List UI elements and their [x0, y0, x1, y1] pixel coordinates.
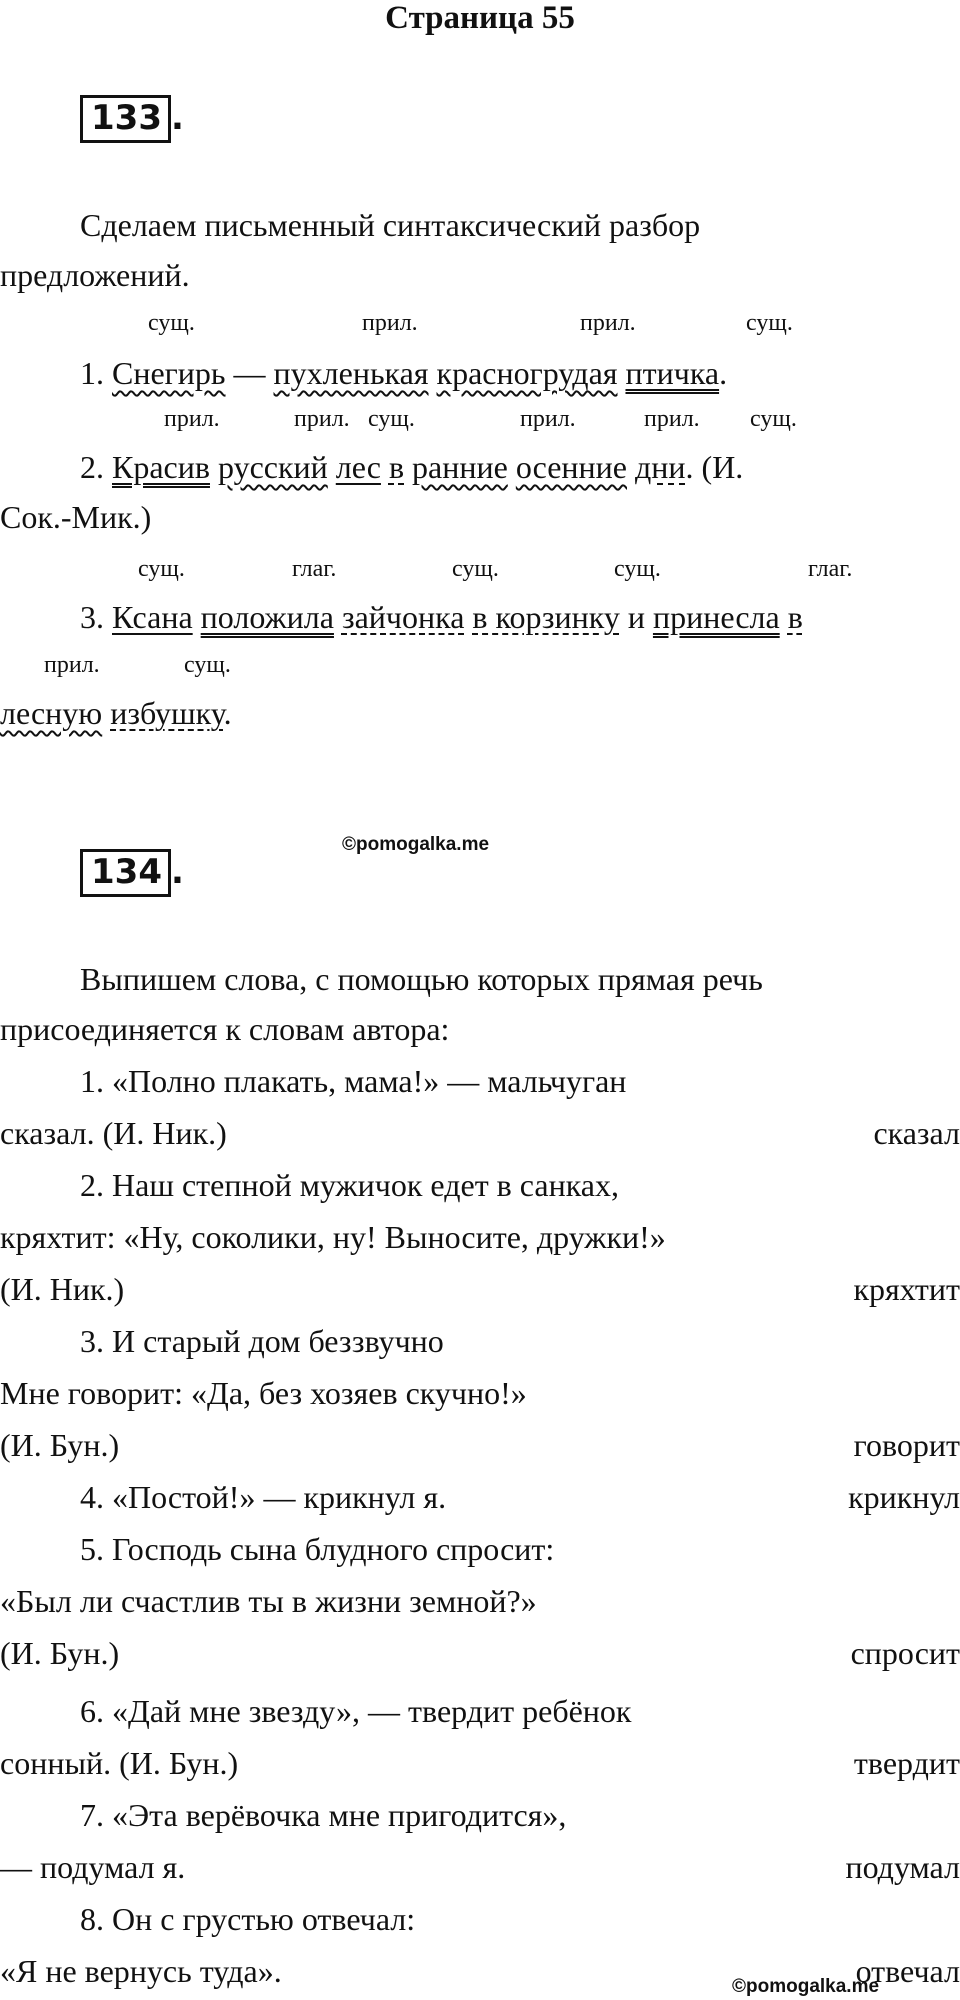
exercise-number-box: 134 — [80, 849, 171, 897]
exercise-133-number — [80, 96, 184, 140]
ex134-intro-line1: Выпишем слова, с помощью которых прямая речь — [80, 961, 763, 997]
ex134-item-line: 3. И старый дом беззвучно — [80, 1323, 444, 1359]
pos-label: глаг. — [292, 556, 337, 582]
ex133-sentence-1 — [80, 354, 727, 392]
word: Снегирь — [112, 355, 226, 391]
word: лес — [335, 449, 381, 485]
pos-label: сущ. — [452, 556, 499, 582]
pos-label: сущ. — [368, 406, 415, 432]
pos-label: сущ. — [614, 556, 661, 582]
answer-word: кряхтит — [853, 1271, 960, 1307]
ex134-item-line: сказал. (И. Ник.) — [0, 1115, 227, 1151]
exercise-number-dot: . — [170, 852, 184, 892]
ex134-item-line: 7. «Эта верёвочка мне пригодится», — [80, 1797, 567, 1833]
word: принесла — [652, 599, 780, 635]
pos-label: сущ. — [138, 556, 185, 582]
word: Красив — [112, 449, 210, 485]
answer-word: твердит — [853, 1745, 960, 1781]
punctuation: . (И. — [685, 449, 744, 485]
answer-word: отвечал — [855, 1953, 960, 1989]
ex134-item-line: сонный. (И. Бун.) — [0, 1745, 239, 1781]
ex134-item-line: «Я не вернусь туда». — [0, 1953, 282, 1989]
word: в — [787, 599, 803, 635]
word: дни — [635, 449, 686, 485]
answer-word: сказал — [873, 1115, 960, 1151]
exercise-number-box: 133 — [80, 95, 171, 143]
ex134-item-line: 5. Господь сына блудного спросит: — [80, 1531, 555, 1567]
pos-label: сущ. — [750, 406, 797, 432]
ex133-intro-line2: предложений. — [0, 257, 190, 293]
pos-label: прил. — [44, 652, 100, 678]
answer-word: говорит — [853, 1427, 960, 1463]
ex134-item-line: кряхтит: «Ну, соколики, ну! Выносите, дружки!» — [0, 1219, 666, 1255]
ex133-sentence-2-line2: Сок.-Мик.) — [0, 499, 152, 535]
word: положила — [200, 599, 334, 635]
pos-label: прил. — [164, 406, 220, 432]
word: осенние — [515, 449, 627, 485]
word: русский — [217, 449, 328, 485]
pos-label: прил. — [580, 310, 636, 336]
ex134-item-line: (И. Бун.) — [0, 1427, 120, 1463]
conjunction: и — [627, 599, 645, 635]
page-title: Страница 55 — [385, 0, 575, 36]
ex134-item-line: 8. Он с грустью отвечал: — [80, 1901, 416, 1937]
pos-label: прил. — [520, 406, 576, 432]
pos-label: глаг. — [808, 556, 853, 582]
ex134-item-line: (И. Ник.) — [0, 1271, 125, 1307]
ex133-sentence-3 — [80, 598, 803, 636]
word: в — [388, 449, 405, 485]
word: красногрудая — [436, 355, 618, 391]
word: пухленькая — [273, 355, 429, 391]
ex134-item-line: 1. «Полно плакать, мама!» — мальчуган — [80, 1063, 627, 1099]
pos-label: сущ. — [746, 310, 793, 336]
word: в корзинку — [472, 599, 620, 635]
word: зайчонка — [341, 599, 465, 635]
answer-word: спросит — [850, 1635, 960, 1671]
punctuation: . — [223, 695, 232, 731]
ex133-sentence-2 — [80, 448, 743, 486]
answer-word: крикнул — [848, 1479, 960, 1515]
ex134-item-line: (И. Бун.) — [0, 1635, 120, 1671]
word: избушку — [110, 695, 224, 731]
ex133-intro-line1: Сделаем письменный синтаксический разбор — [80, 207, 701, 243]
exercise-134-number — [80, 850, 184, 894]
ex134-item-line: 6. «Дай мне звезду», — твердит ребёнок — [80, 1693, 632, 1729]
answer-word: подумал — [845, 1849, 960, 1885]
ex133-sentence-3-line2 — [0, 694, 232, 732]
word: птичка — [625, 355, 720, 391]
pos-label: сущ. — [148, 310, 195, 336]
pos-label: прил. — [294, 406, 350, 432]
exercise-number-dot: . — [170, 98, 184, 138]
ex134-item-line: «Был ли счастлив ты в жизни земной?» — [0, 1583, 537, 1619]
word: лесную — [0, 695, 103, 731]
pos-label: прил. — [362, 310, 418, 336]
punctuation: . — [719, 355, 728, 391]
watermark: ©pomogalka.me — [732, 1976, 880, 1997]
pos-label: прил. — [644, 406, 700, 432]
word: Ксана — [112, 599, 193, 635]
ex134-item-line: — подумал я. — [0, 1849, 186, 1885]
ex134-item-line: 4. «Постой!» — крикнул я. — [80, 1479, 447, 1515]
ex134-item-line: Мне говорит: «Да, без хозяев скучно!» — [0, 1375, 527, 1411]
sentence-number: 2. — [80, 449, 104, 485]
pos-label: сущ. — [184, 652, 231, 678]
dash: — — [233, 355, 266, 391]
watermark: ©pomogalka.me — [342, 834, 490, 855]
word: ранние — [412, 449, 508, 485]
ex134-intro-line2: присоединяется к словам автора: — [0, 1011, 450, 1047]
sentence-number: 1. — [80, 355, 104, 391]
ex134-item-line: 2. Наш степной мужичок едет в санках, — [80, 1167, 619, 1203]
sentence-number: 3. — [80, 599, 104, 635]
